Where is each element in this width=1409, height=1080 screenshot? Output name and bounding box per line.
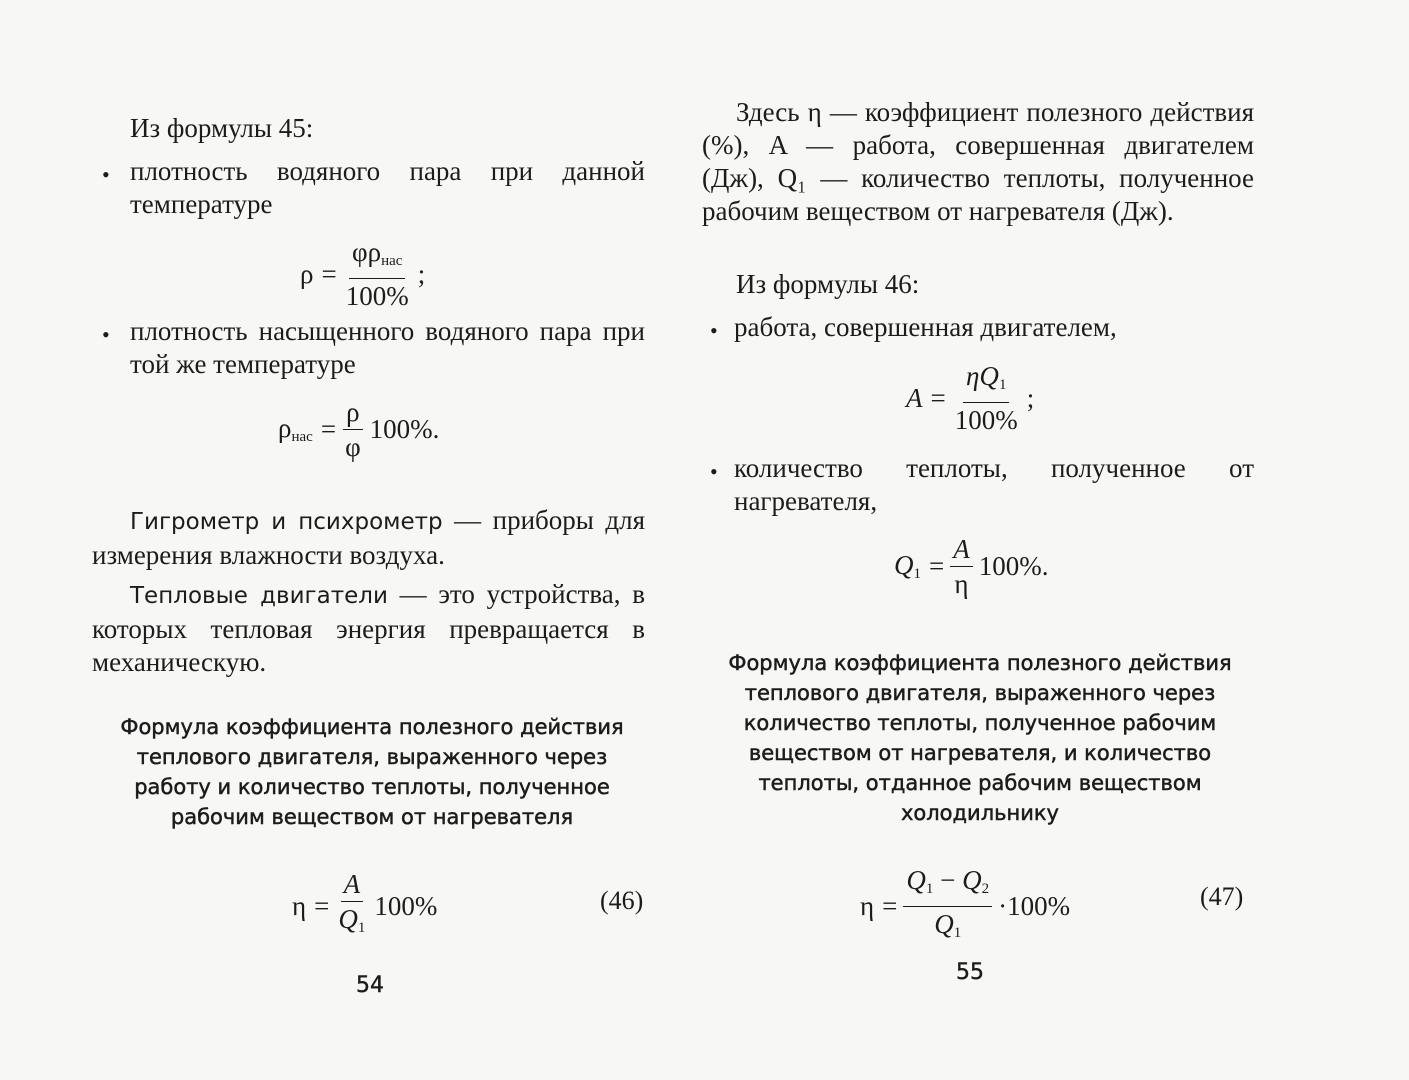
heat-engine-definition: — это устройства, в которых тепловая энергия превращается в механическую. bbox=[92, 579, 645, 677]
right-definition: Здесь η — коэффициент полезного действия (%), A — работа, совершенная двигателем (Дж), Q₁ — количество теплоты, полученное рабочим веществом от нагревателя (Дж). bbox=[702, 97, 1254, 226]
right-bullet-heat: количество теплоты, полученное от нагревателя, bbox=[734, 453, 1254, 516]
heading-line: Формула коэффициента полезного действия bbox=[120, 715, 624, 739]
lhs-main: Q bbox=[894, 550, 914, 580]
heading-line: теплоты, отданное рабочим веществом bbox=[758, 771, 1202, 795]
fraction-numerator: ηQ bbox=[966, 361, 999, 391]
formula-eq: = bbox=[314, 890, 330, 921]
fraction-numerator: A bbox=[950, 533, 973, 567]
bullet-dot: • bbox=[102, 322, 110, 347]
right-page bbox=[700, 0, 1409, 1080]
heading-line: теплового двигателя, выраженного через bbox=[744, 681, 1216, 705]
subscript: 1 bbox=[357, 920, 366, 936]
subscript: 2 bbox=[981, 881, 990, 897]
formula-fraction bbox=[903, 864, 992, 949]
hygrometer-paragraph bbox=[92, 504, 645, 572]
left-page bbox=[0, 0, 700, 1080]
formula-47 bbox=[860, 864, 1070, 949]
formula-lhs bbox=[894, 550, 921, 583]
formula-eq: = bbox=[930, 382, 946, 413]
formula-eq: = bbox=[929, 551, 945, 581]
heading-line: теплового двигателя, выраженного через bbox=[136, 745, 608, 769]
subscript: 1 bbox=[913, 566, 921, 582]
left-intro: Из формулы 45: bbox=[130, 113, 314, 143]
left-bullet-vapor-density: плотность водяного пара при данной температуре bbox=[130, 156, 645, 219]
subscript: 1 bbox=[998, 377, 1007, 393]
page-number-left: 54 bbox=[356, 973, 384, 998]
numerator-q2: Q bbox=[962, 865, 982, 895]
numerator-q1: Q bbox=[906, 865, 926, 895]
hygrometer-definition: — приборы для измерения влажности воздуха. bbox=[92, 505, 646, 570]
formula-tail: ·100% bbox=[998, 891, 1071, 921]
term-hygrometer: Гигрометр и психрометр bbox=[130, 509, 443, 535]
fraction-numerator: ρ bbox=[343, 396, 362, 430]
formula-tail: 100%. bbox=[369, 414, 440, 444]
heading-line: веществом от нагревателя, и количество bbox=[748, 741, 1212, 765]
formula-eq: = bbox=[882, 891, 898, 921]
equation-number-47: (47) bbox=[1200, 882, 1244, 911]
right-formula-heading bbox=[690, 648, 1270, 828]
formula-fraction bbox=[343, 236, 412, 312]
formula-work bbox=[906, 360, 1034, 436]
bullet-dot: • bbox=[102, 162, 110, 187]
fraction-denominator: Q bbox=[934, 909, 954, 939]
subscript: нас bbox=[291, 429, 313, 445]
heading-line: количество теплоты, полученное рабочим bbox=[743, 711, 1217, 735]
fraction-numerator: φρ bbox=[352, 237, 382, 267]
heading-line: холодильнику bbox=[900, 801, 1059, 825]
formula-lhs: η bbox=[860, 891, 875, 921]
bullet-dot: • bbox=[710, 318, 718, 343]
term-heat-engine: Тепловые двигатели bbox=[130, 583, 388, 609]
fraction-denominator: φ bbox=[345, 432, 361, 462]
right-intro: Из формулы 46: bbox=[736, 269, 920, 299]
lhs-main: ρ bbox=[278, 413, 292, 443]
formula-tail: 100% bbox=[374, 890, 438, 921]
formula-eq: = bbox=[320, 414, 337, 444]
subscript: нас bbox=[381, 253, 403, 269]
heading-line: работу и количество теплоты, полученное bbox=[134, 775, 610, 799]
heading-line: рабочим веществом от нагревателя bbox=[170, 805, 574, 829]
heat-engine-paragraph bbox=[92, 578, 645, 679]
formula-heat bbox=[894, 533, 1048, 600]
formula-tail: 100%. bbox=[978, 551, 1049, 581]
formula-eq: = bbox=[321, 258, 337, 289]
formula-fraction bbox=[335, 868, 368, 944]
fraction-denominator: η bbox=[954, 569, 969, 599]
formula-tail: ; bbox=[417, 258, 426, 289]
subscript: 1 bbox=[953, 925, 962, 941]
fraction-denominator: 100% bbox=[954, 405, 1018, 435]
fraction-numerator: A bbox=[341, 868, 364, 902]
left-bullet-saturated-density: плотность насыщенного водяного пара при той же температуре bbox=[130, 316, 645, 379]
equation-number-46: (46) bbox=[600, 886, 644, 915]
formula-fraction bbox=[950, 533, 973, 600]
formula-fraction bbox=[952, 360, 1021, 436]
heading-line: Формула коэффициента полезного действия bbox=[728, 651, 1232, 675]
formula-lhs: A bbox=[906, 382, 923, 413]
subscript: 1 bbox=[925, 881, 934, 897]
formula-lhs: η bbox=[292, 890, 307, 921]
right-bullet-work: работа, совершенная двигателем, bbox=[734, 312, 1117, 342]
minus-sign: − bbox=[940, 865, 956, 895]
formula-tail: ; bbox=[1026, 382, 1035, 413]
page-number-right: 55 bbox=[956, 960, 984, 985]
formula-46 bbox=[292, 868, 437, 944]
formula-saturated-density bbox=[278, 396, 439, 463]
formula-lhs bbox=[278, 413, 313, 446]
bullet-dot: • bbox=[710, 459, 718, 484]
left-formula-heading bbox=[82, 712, 662, 832]
formula-fraction bbox=[342, 396, 364, 463]
formula-vapor-density bbox=[300, 236, 425, 312]
fraction-denominator: 100% bbox=[345, 281, 409, 311]
formula-lhs: ρ bbox=[300, 258, 314, 289]
fraction-denominator: Q bbox=[338, 904, 358, 934]
